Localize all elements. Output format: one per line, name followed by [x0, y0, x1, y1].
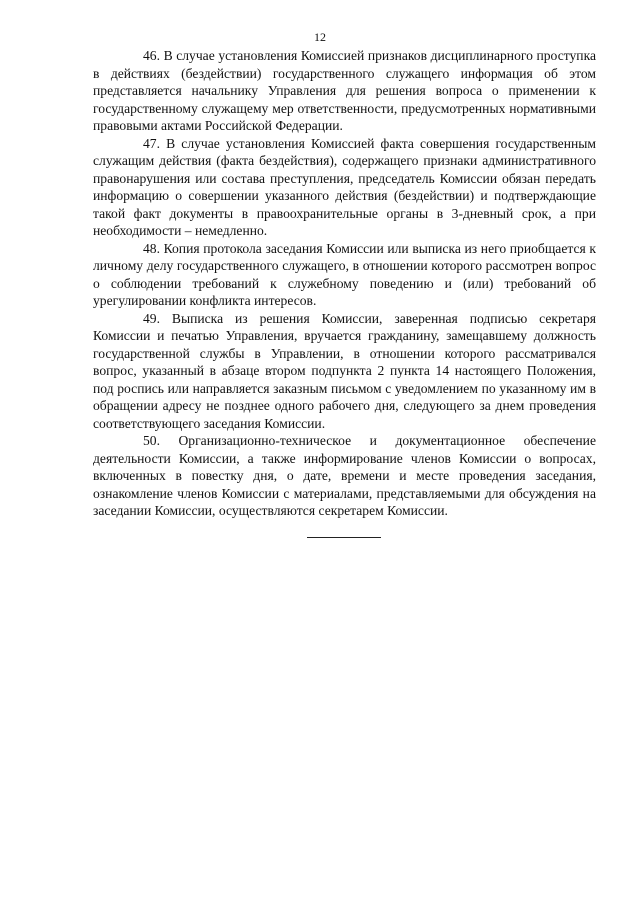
paragraph-47: 47. В случае установления Комиссией факта совершения государственным служащим действия (факта бездействия), содержащего признаки административного правонарушения или состава преступления, председатель Комиссии обязан передать информацию о совершении указанного действия (бездействии) и подтверждающие такой факт документы в правоохранительные органы в 3-дневный срок, а при необходимости – немедленно.	[93, 135, 596, 238]
paragraph-50: 50. Организационно-техническое и документационное обеспечение деятельности Комиссии, а также информирование членов Комиссии о вопросах, включенных в повестку дня, о дате, времени и месте проведения заседания, ознакомление членов Комиссии с материалами, представляемыми для обсуждения на заседании Комиссии, осуществляются секретарем Комиссии.	[93, 433, 596, 518]
document-body	[93, 47, 596, 520]
end-of-document-rule	[307, 537, 381, 538]
paragraph-49: 49. Выписка из решения Комиссии, заверенная подписью секретаря Комиссии и печатью Управления, вручается гражданину, замещавшему должность государственной службы в Управлении, в отношении которого рассматривался вопрос, указанный в абзаце втором подпункта 2 пункта 14 настоящего Положения, под роспись или направляется заказным письмом с уведомлением по указанному им в обращении адресу не позднее одного рабочего дня, следующего за днем проведения соответствующего заседания Комиссии.	[93, 310, 596, 431]
paragraph-48: 48. Копия протокола заседания Комиссии или выписка из него приобщается к личному делу государственного служащего, в отношении которого рассмотрен вопрос о соблюдении требований к служебному поведению и (или) требований об урегулировании конфликта интересов.	[93, 240, 596, 308]
page-number: 12	[314, 30, 326, 44]
paragraph-46: 46. В случае установления Комиссией признаков дисциплинарного проступка в действиях (бездействии) государственного служащего информация об этом представляется начальнику Управления для решения вопроса о применении к государственному служащему мер ответственности, предусмотренных нормативными правовыми актами Российской Федерации.	[93, 48, 596, 133]
